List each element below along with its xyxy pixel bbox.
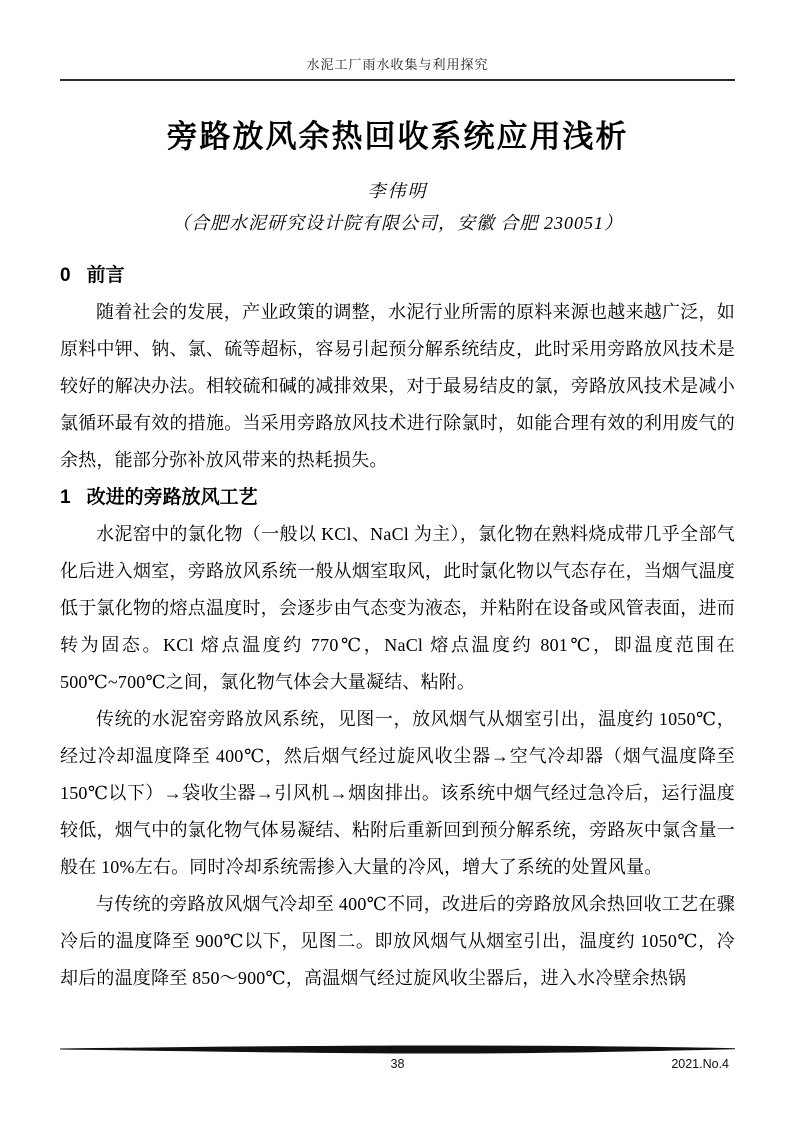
- section-number: 0: [60, 265, 71, 286]
- section-title: 前言: [86, 265, 125, 286]
- section-heading-1: [60, 479, 735, 516]
- author-affiliation: （合肥水泥研究设计院有限公司，安徽 合肥 230051）: [172, 213, 623, 233]
- section-title: 改进的旁路放风工艺: [86, 487, 258, 508]
- section-heading-0: [60, 257, 735, 294]
- header-rule: [60, 79, 735, 81]
- footer-rule: [60, 1045, 735, 1054]
- issue-label: 2021.No.4: [671, 1057, 729, 1071]
- page-footer: [60, 1045, 735, 1073]
- footer-row: [60, 1055, 735, 1073]
- article-title: 旁路放风余热回收系统应用浅析: [166, 119, 629, 154]
- section-number: 1: [60, 487, 71, 508]
- author-name: 李伟明: [367, 181, 428, 201]
- page-number: 38: [390, 1057, 405, 1071]
- paragraph: 随着社会的发展，产业政策的调整，水泥行业所需的原料来源也越来越广泛，如原料中钾、钠、氯、硫等超标，容易引起预分解系统结皮，此时采用旁路放风技术是较好的解决办法。相较硫和碱的减排效果，对于最易结皮的氯，旁路放风技术是减小氯循环最有效的措施。当采用旁路放风技术进行除氯时，如能合理有效的利用废气的余热，能部分弥补放风带来的热耗损失。: [60, 302, 735, 470]
- paragraph: 水泥窑中的氯化物（一般以 KCl、NaCl 为主），氯化物在熟料烧成带几乎全部气化后进入烟室，旁路放风系统一般从烟室取风，此时氯化物以气态存在，当烟气温度低于氯化物的熔点温度时，会逐步由气态变为液态，并粘附在设备或风管表面，进而转为固态。KCl 熔点温度约 770℃，NaCl 熔点温度约 801℃，即温度范围在 500℃~700℃之间，氯化物气体会大量凝结、粘附。: [60, 524, 735, 692]
- running-head: 水泥工厂雨水收集与利用探究: [306, 57, 489, 72]
- page-content: [60, 0, 735, 997]
- paragraph: 传统的水泥窑旁路放风系统，见图一，放风烟气从烟室引出，温度约 1050℃，经过冷却温度降至 400℃，然后烟气经过旋风收尘器→空气冷却器（烟气温度降至 150℃以下）→袋收尘器→引风机→烟囱排出。该系统中烟气经过急冷后，运行温度较低，烟气中的氯化物气体易凝结、粘附后重新回到预分解系统，旁路灰中氯含量一般在 10%左右。同时冷却系统需掺入大量的冷风，增大了系统的处置风量。: [60, 709, 735, 877]
- paragraph: 与传统的旁路放风烟气冷却至 400℃不同，改进后的旁路放风余热回收工艺在骤冷后的温度降至 900℃以下，见图二。即放风烟气从烟室引出，温度约 1050℃，冷却后的温度降至 850～900℃，高温烟气经过旋风收尘器后，进入水冷壁余热锅: [60, 894, 735, 988]
